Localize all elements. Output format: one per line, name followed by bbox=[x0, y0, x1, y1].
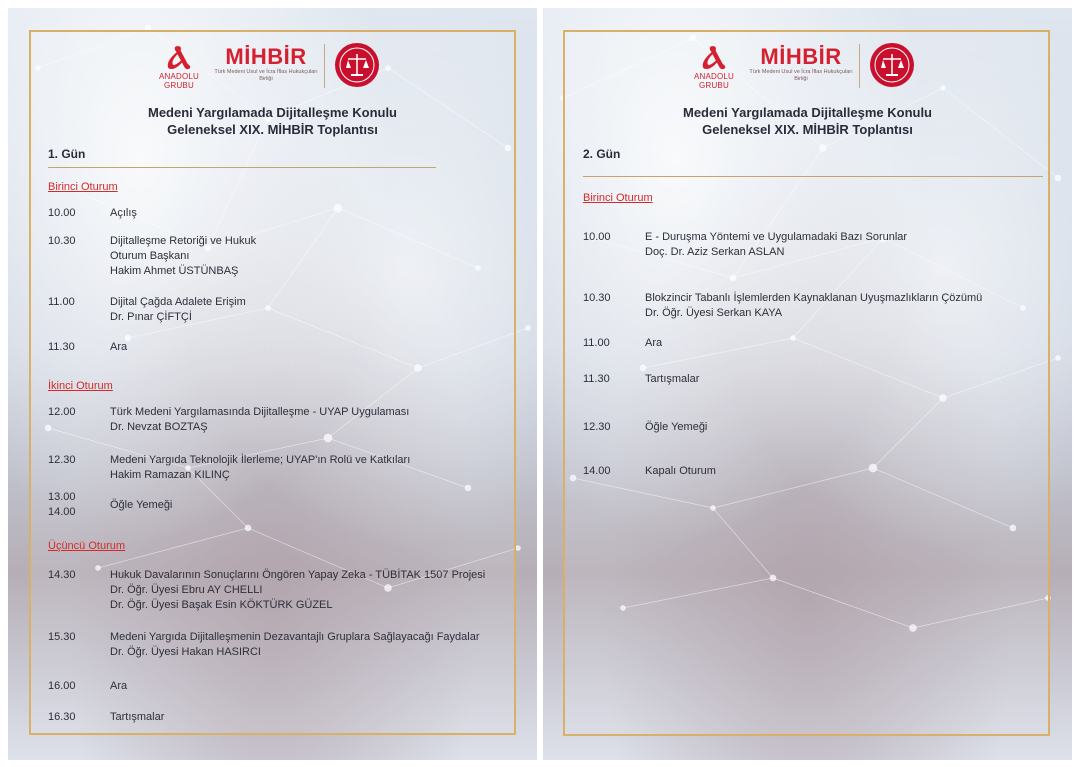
anadolu-grubu-logo: Ⲁ ANADOLU GRUBU bbox=[683, 42, 745, 92]
item-time: 14.30 bbox=[48, 569, 76, 581]
day-label: 2. Gün bbox=[583, 147, 621, 161]
session-title: Birinci Oturum bbox=[48, 181, 118, 193]
item-title: Ara bbox=[110, 341, 128, 353]
item-title: Öğle Yemeği bbox=[645, 421, 708, 433]
item-time: 12.30 bbox=[48, 454, 76, 466]
item-title: Medeni Yargıda Teknolojik İlerleme; UYAP'ın Rolü ve Katkıları bbox=[110, 454, 411, 466]
item-time: 14.00 bbox=[583, 465, 611, 477]
item-time: 12.30 bbox=[583, 421, 611, 433]
item-speaker: Dr. Nevzat BOZTAŞ bbox=[110, 421, 208, 433]
item-title: Türk Medeni Yargılamasında Dijitalleşme - UYAP Uygulaması bbox=[110, 406, 410, 418]
event-title-line2: Geleneksel XIX. MİHBİR Toplantısı bbox=[167, 122, 378, 137]
item-title: Dijitalleşme Retoriği ve Hukuk bbox=[110, 235, 257, 247]
item-time: 11.00 bbox=[583, 337, 610, 349]
mihbir-logo-text: MİHBİR bbox=[760, 44, 842, 69]
item-time: 12.00 bbox=[48, 406, 76, 418]
logo-group bbox=[148, 39, 408, 92]
anadolu-logo-text: ANADOLU GRUBU bbox=[158, 72, 200, 90]
item-time: 16.30 bbox=[48, 711, 76, 723]
item-speaker: Dr. Öğr. Üyesi Serkan KAYA bbox=[645, 307, 783, 319]
item-time: 11.30 bbox=[583, 373, 610, 385]
mihbir-logo-subtitle: Türk Medeni Usul ve İcra İflas Hukukçuları Birliği bbox=[214, 69, 318, 82]
item-chair-label: Oturum Başkanı bbox=[110, 250, 190, 262]
mihbir-logo bbox=[749, 45, 853, 83]
item-title: Kapalı Oturum bbox=[645, 465, 716, 477]
item-title: Tartışmalar bbox=[645, 373, 700, 385]
item-title: Açılış bbox=[110, 207, 137, 219]
item-title: Ara bbox=[110, 680, 128, 692]
day-label: 1. Gün bbox=[48, 147, 86, 161]
item-time: 16.00 bbox=[48, 680, 76, 692]
item-time: 10.30 bbox=[583, 292, 611, 304]
item-time: 15.30 bbox=[48, 631, 76, 643]
event-title bbox=[543, 104, 1072, 138]
item-speaker: Dr. Öğr. Üyesi Başak Esin KÖKTÜRK GÜZEL bbox=[110, 599, 333, 611]
event-title bbox=[8, 104, 537, 138]
item-speaker: Dr. Pınar ÇİFTÇİ bbox=[110, 311, 192, 323]
event-title-line1: Medeni Yargılamada Dijitalleşme Konulu bbox=[148, 105, 397, 120]
item-time: 10.00 bbox=[48, 207, 76, 219]
program-page-day1 bbox=[8, 8, 537, 760]
item-title: Dijital Çağda Adalete Erişim bbox=[110, 296, 246, 308]
item-title: Ara bbox=[645, 337, 663, 349]
logo-divider bbox=[859, 44, 860, 88]
item-speaker: Hakim Ahmet ÜSTÜNBAŞ bbox=[110, 265, 239, 277]
anadolu-logo-text: ANADOLU GRUBU bbox=[693, 72, 735, 90]
justice-seal-icon bbox=[334, 42, 380, 88]
session-title: İkinci Oturum bbox=[48, 380, 113, 392]
item-time: 10.30 bbox=[48, 235, 76, 247]
item-title: Medeni Yargıda Dijitalleşmenin Dezavantajlı Gruplara Sağlayacağı Faydalar bbox=[110, 631, 480, 643]
program-page-day2 bbox=[543, 8, 1072, 760]
item-speaker: Hakim Ramazan KILINÇ bbox=[110, 469, 230, 481]
item-speaker: Doç. Dr. Aziz Serkan ASLAN bbox=[645, 246, 785, 258]
item-title: Tartışmalar bbox=[110, 711, 165, 723]
mihbir-logo-subtitle: Türk Medeni Usul ve İcra İflas Hukukçuları Birliği bbox=[749, 69, 853, 82]
logo-divider bbox=[324, 44, 325, 88]
event-title-line2: Geleneksel XIX. MİHBİR Toplantısı bbox=[702, 122, 913, 137]
justice-seal-icon bbox=[869, 42, 915, 88]
item-title: E - Duruşma Yöntemi ve Uygulamadaki Bazı Sorunlar bbox=[645, 231, 908, 243]
item-speaker: Dr. Öğr. Üyesi Hakan HASIRCI bbox=[110, 646, 261, 658]
header-rule bbox=[48, 167, 436, 168]
event-title-line1: Medeni Yargılamada Dijitalleşme Konulu bbox=[683, 105, 932, 120]
item-time: 11.30 bbox=[48, 341, 75, 353]
item-time: 11.00 bbox=[48, 296, 75, 308]
session-title: Birinci Oturum bbox=[583, 192, 653, 204]
mihbir-logo bbox=[214, 45, 318, 83]
logo-group bbox=[683, 39, 943, 92]
item-title: Öğle Yemeği bbox=[110, 499, 173, 511]
mihbir-logo-text: MİHBİR bbox=[225, 44, 307, 69]
anadolu-grubu-logo: Ⲁ ANADOLU GRUBU bbox=[148, 42, 210, 92]
item-speaker: Dr. Öğr. Üyesi Ebru AY CHELLI bbox=[110, 584, 263, 596]
item-time: 10.00 bbox=[583, 231, 611, 243]
item-time: 13.00 14.00 bbox=[48, 491, 76, 518]
item-title: Hukuk Davalarının Sonuçlarını Öngören Yapay Zeka - TÜBİTAK 1507 Projesi bbox=[110, 569, 486, 581]
session-title: Üçüncü Oturum bbox=[48, 540, 126, 552]
header-rule bbox=[583, 176, 1043, 177]
item-title: Blokzincir Tabanlı İşlemlerden Kaynaklanan Uyuşmazlıkların Çözümü bbox=[645, 292, 983, 304]
